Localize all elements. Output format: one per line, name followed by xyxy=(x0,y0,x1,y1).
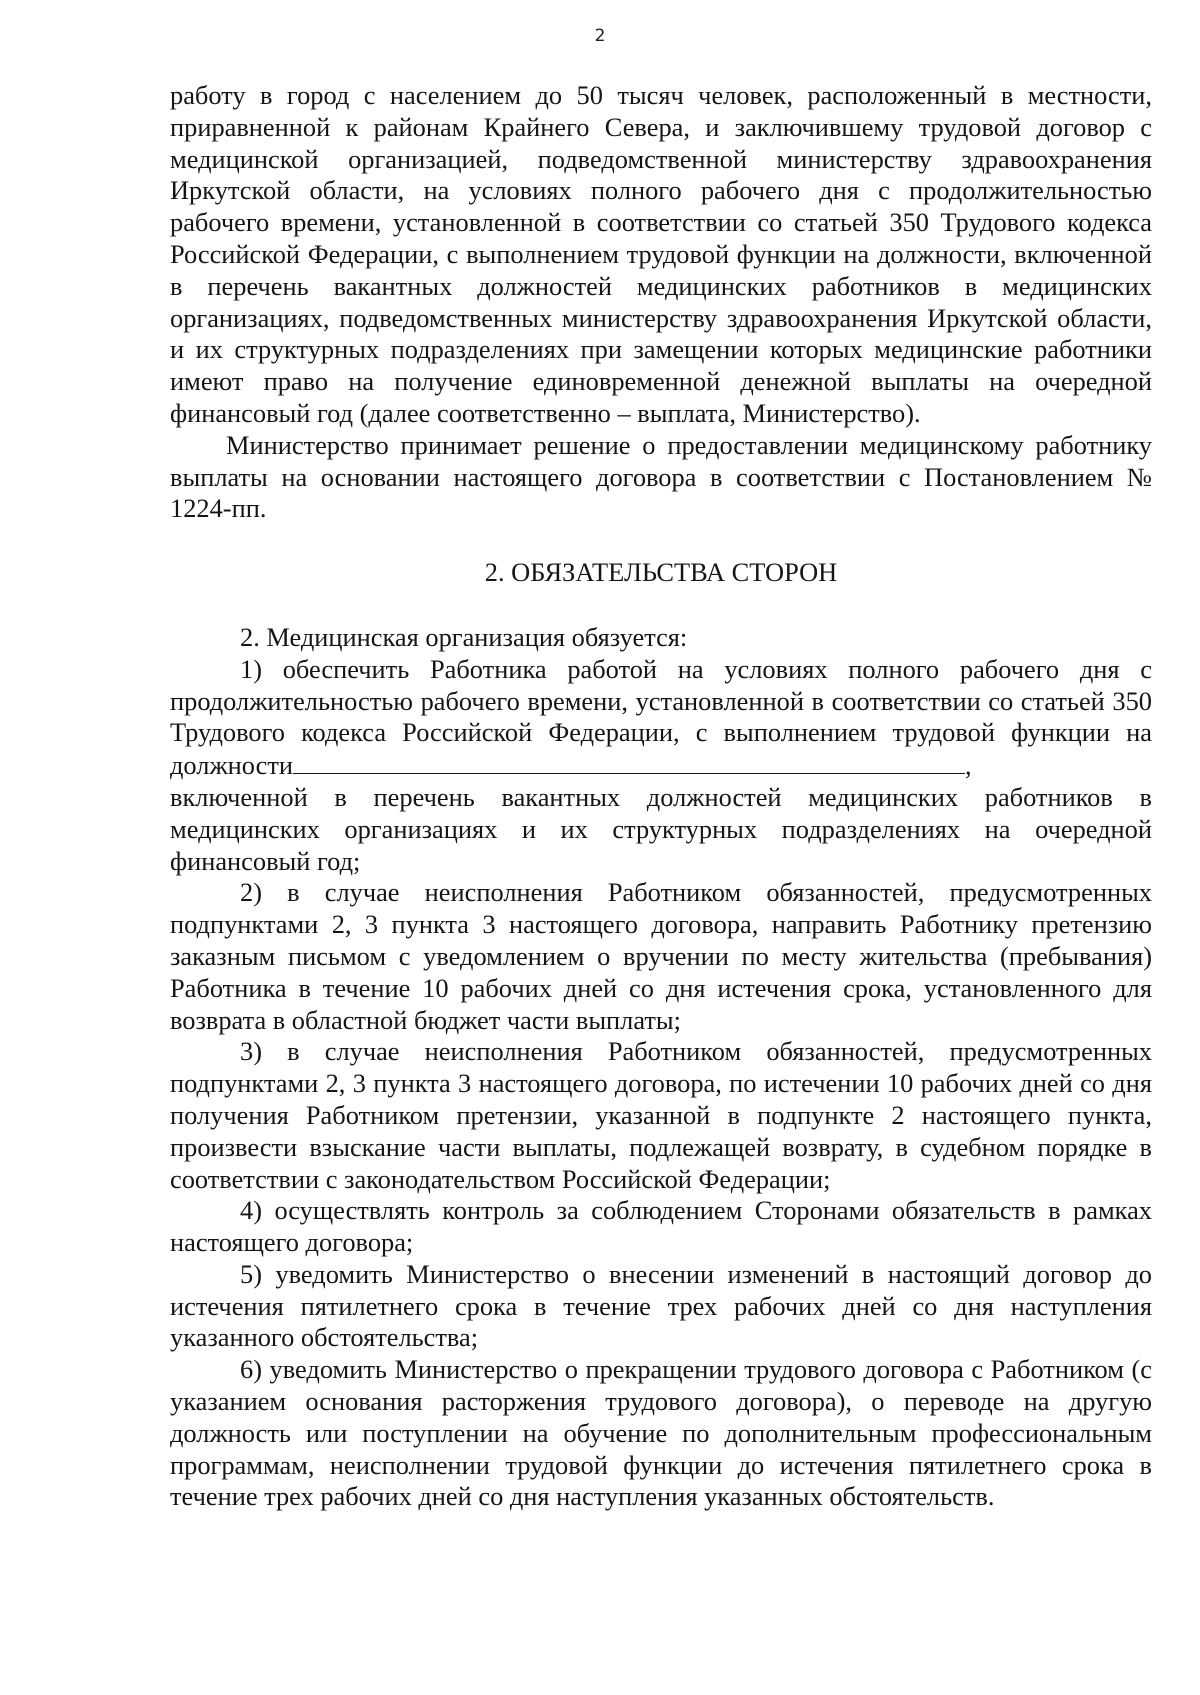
obligation-item-2: 2) в случае неисполнения Работником обязанностей, предусмотренных подпунктами 2, 3 пункта 3 настоящего договора, направить Работнику претензию заказным письмом с уведомлением о вручении по месту жительства (пребывания) Работника в течение 10 рабочих дней со дня истечения срока, установленного для возврата в областной бюджет части выплаты; xyxy=(170,877,1152,1035)
obligation-item-3: 3) в случае неисполнения Работником обязанностей, предусмотренных подпунктами 2, 3 пункта 3 настоящего договора, по истечении 10 рабочих дней со дня получения Работником претензии, указанной в подпункте 2 настоящего пункта, произвести взыскание части выплаты, подлежащей возврату, в судебном порядке в соответствии с законодательством Российской Федерации; xyxy=(170,1036,1152,1194)
document-body xyxy=(170,80,1152,1513)
obligation-item-6: 6) уведомить Министерство о прекращении трудового договора с Работником (с указанием основания расторжения трудового договора), о переводе на другую должность или поступлении на обучение по дополнительным профессиональным программам, неисполнении трудовой функции до истечения пятилетнего срока в течение трех рабочих дней со дня наступления указанных обстоятельств. xyxy=(170,1354,1152,1512)
obligation-item-4: 4) осуществлять контроль за соблюдением Сторонами обязательств в рамках настоящего договора; xyxy=(170,1195,1152,1258)
obligation-item-1-text: 1) обеспечить Работника работой на условиях полного рабочего дня с продолжительностью рабочего времени, установленной в соответствии со статьей 350 Трудового кодекса Российской Федерации, с выполнением трудовой функции на должности xyxy=(170,653,1152,781)
obligation-item-1-continued: включенной в перечень вакантных должностей медицинских работников в медицинских организациях и их структурных подразделениях на очередной финансовый год; xyxy=(170,781,1152,876)
obligation-item-5: 5) уведомить Министерство о внесении изменений в настоящий договор до истечения пятилетнего срока в течение трех рабочих дней со дня наступления указанного обстоятельства; xyxy=(170,1258,1152,1353)
section-heading: 2. ОБЯЗАТЕЛЬСТВА СТОРОН xyxy=(484,557,838,588)
intro-paragraph-1: работу в город с населением до 50 тысяч человек, расположенный в местности, приравненной к районам Крайнего Севера, и заключившему трудовой договор с медицинской организацией, подведомственной министерству здравоохранения Иркутской области, на условиях полного рабочего дня с продолжительностью рабочего времени, установленной в соответствии со статьей 350 Трудового кодекса Российской Федерации, с выполнением трудовой функции на должности, включенной в перечень вакантных должностей медицинских работников в медицинских организациях, подведомственных министерству здравоохранения Иркутской области, и их структурных подразделениях при замещении которых медицинские работники имеют право на получение единовременной денежной выплаты на очередной финансовый год (далее соответственно – выплата, Министерство). xyxy=(170,80,1152,428)
page-number: 2 xyxy=(594,26,606,46)
obligation-item-1-comma: , xyxy=(965,750,972,781)
section-lead: 2. Медицинская организация обязуется: xyxy=(240,621,688,652)
obligation-item-1 xyxy=(170,654,1152,782)
position-blank-field xyxy=(293,749,965,774)
intro-paragraph-2: Министерство принимает решение о предоставлении медицинскому работнику выплаты на основании настоящего договора в соответствии с Постановлением № 1224-пп. xyxy=(170,429,1152,524)
